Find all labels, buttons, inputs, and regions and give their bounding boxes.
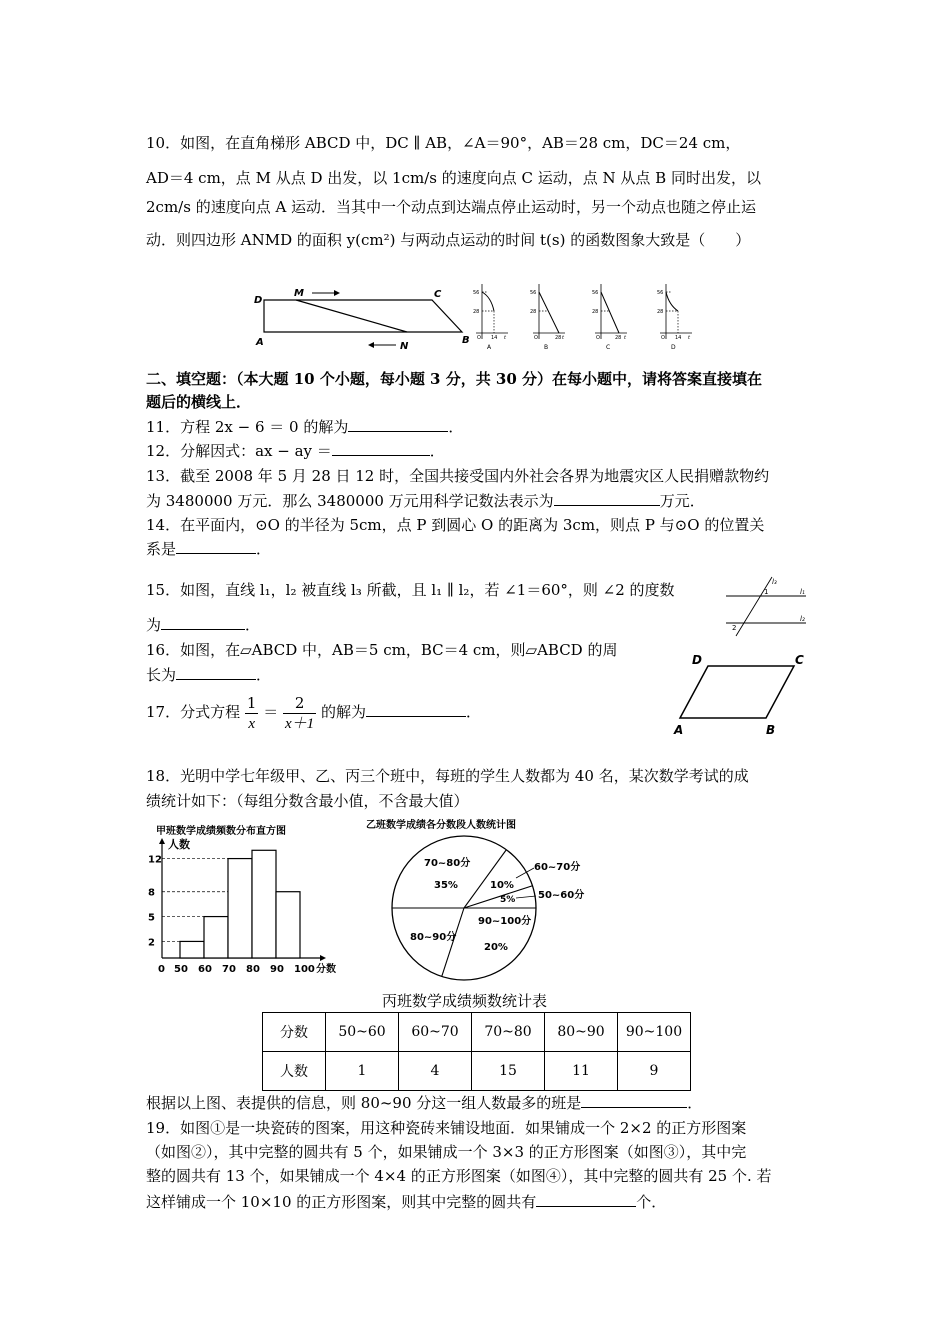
histogram-y-tick: 2 — [148, 937, 155, 949]
q18-answer-line: 根据以上图、表提供的信息，则 80~90 分这一组人数最多的班是 ． — [146, 1094, 703, 1112]
pie-label-60-70: 60~70分 — [534, 862, 581, 873]
q10-line3: 2cm/s 的速度向点 A 运动．当其中一个动点到达端点停止运动时，另一个动点也随之停止运 — [146, 198, 757, 216]
section2-heading-line2: 题后的横线上． — [146, 393, 252, 411]
q16-label-c: C — [795, 653, 804, 667]
q10-b-x: 28 — [555, 335, 562, 341]
table-header-cell: 分数 — [263, 1013, 326, 1052]
q10-line2: AD＝4 cm，点 M 从点 D 出发，以 1cm/s 的速度向点 C 运动，点 N 从点 B 同时出发，以 — [146, 169, 761, 187]
table-cell: 9 — [618, 1052, 691, 1091]
q10-a-o: O — [477, 335, 481, 341]
q10-d-t: t — [688, 335, 690, 341]
table-row — [263, 1052, 691, 1091]
q17-fraction-right — [283, 693, 316, 734]
q10-label-d: D — [254, 295, 263, 306]
q14-line2-text: 系是 — [146, 540, 177, 558]
table-cell: 1 — [326, 1052, 399, 1091]
q10-c-o: O — [596, 335, 600, 341]
table-title: 丙班数学成绩频数统计表 — [382, 992, 548, 1010]
q15-label-l2: l₂ — [800, 615, 805, 623]
histogram-x-tick: 80 — [246, 964, 260, 975]
histogram-x-tick: 70 — [222, 964, 236, 975]
table-header-cell: 90~100 — [618, 1013, 691, 1052]
q17-f2-den: x＋1 — [285, 715, 315, 732]
q18-line1: 18．光明中学七年级甲、乙、丙三个班中，每班的学生人数都为 40 名，某次数学考试的成 — [146, 767, 749, 785]
pie-pct-80-90: 20% — [484, 942, 508, 953]
pie-label-80-90: 80~90分 — [410, 932, 457, 943]
histogram-y-tick: 12 — [148, 854, 162, 866]
q10-b-label: B — [544, 344, 549, 351]
table-header-row — [263, 1013, 691, 1052]
q17-f1-den: x — [248, 715, 255, 732]
histogram-plot — [148, 837, 336, 975]
q10-b-t: t — [562, 335, 564, 341]
table-cell: 15 — [472, 1052, 545, 1091]
q17-answer-blank — [366, 702, 466, 717]
table-header-cell: 50~60 — [326, 1013, 399, 1052]
q11-text: 11．方程 2x − 6 ＝ 0 的解为 — [146, 418, 349, 436]
q11: 11．方程 2x − 6 ＝ 0 的解为 ． — [146, 418, 464, 436]
q15-label-l3: l₃ — [772, 578, 777, 586]
q17-f2-num: 2 — [283, 693, 316, 714]
histogram-bar — [276, 892, 300, 958]
q16-label-a: A — [674, 723, 684, 737]
q10-label-c: C — [434, 289, 442, 300]
q10-c-label: C — [606, 344, 611, 351]
pie-plot — [392, 836, 584, 980]
histogram-x-tick: 90 — [270, 964, 284, 975]
histogram-bar — [180, 941, 204, 958]
q10-label-a: A — [256, 337, 264, 348]
q17-fraction-left — [245, 693, 259, 734]
q10-b-y56: 56 — [530, 290, 537, 296]
q10-label-n: N — [400, 341, 409, 352]
q10-c-y28: 28 — [592, 309, 599, 315]
q16-parallelogram-figure — [672, 650, 812, 738]
q17-suffix: 的解为 — [320, 703, 366, 721]
q13-line2-end: 万元． — [659, 492, 705, 510]
q19-line3: 整的圆共有 13 个，如果铺成一个 4×4 的正方形图案（如图④），其中完整的圆共有 25 个. 若 — [146, 1167, 772, 1185]
table-cell: 4 — [399, 1052, 472, 1091]
q10-d-y56: 56 — [657, 290, 664, 296]
q10-b-o: O — [534, 335, 538, 341]
q15-line2-text: 为 — [146, 616, 162, 634]
q19-line4 — [146, 1191, 666, 1213]
q10-d-o: O — [661, 335, 665, 341]
q15-label-angle2: 2 — [732, 624, 737, 632]
q10-option-b-graph — [529, 281, 567, 353]
table-header-cell: 60~70 — [399, 1013, 472, 1052]
histogram-x-tick: 60 — [198, 964, 212, 975]
q13-line2-text: 为 3480000 万元．那么 3480000 万元用科学记数法表示为 — [146, 492, 554, 510]
q11-answer-blank — [348, 417, 448, 432]
q19-line4-text: 这样铺成一个 10×10 的正方形图案，则其中完整的圆共有 — [146, 1193, 537, 1211]
pie-label-50-60: 50~60分 — [538, 890, 585, 901]
q10-a-label: A — [487, 344, 492, 351]
q19-line4-end: 个． — [636, 1193, 667, 1211]
q10-d-label: D — [671, 344, 676, 351]
pie-pct-50-60: 5% — [500, 895, 516, 905]
q17: 17．分式方程 $\frac{1}{x}$ ＝ $\frac{2}{x+1}$ 的解为 ． — [146, 693, 481, 732]
histogram-y-tick: 8 — [148, 887, 155, 899]
q10-option-d-graph — [656, 281, 694, 353]
q13-line2 — [146, 490, 705, 512]
q10-a-t: t — [504, 335, 506, 341]
q10-line1: 10．如图，在直角梯形 ABCD 中，DC ∥ AB，∠A＝90°，AB＝28 cm，DC＝24 cm， — [146, 134, 741, 152]
histogram-y-tick: 5 — [148, 912, 155, 924]
pie-label-70-80: 70~80分 — [424, 858, 471, 869]
q19-line2: （如图②），其中完整的圆共有 5 个，如果铺成一个 3×3 的正方形图案（如图③），其中完 — [146, 1143, 747, 1161]
q19-answer-blank — [536, 1192, 636, 1207]
q15-answer-blank — [161, 615, 245, 630]
q16-answer-blank — [176, 665, 256, 680]
q16-line2: 长为 ． — [146, 666, 272, 684]
class-b-pie-chart — [366, 816, 606, 984]
histogram-y-label: 人数 — [168, 838, 190, 851]
q10-label-m: M — [294, 288, 304, 299]
class-a-histogram — [140, 820, 360, 980]
q10-c-x: 28 — [615, 335, 622, 341]
q10-a-y28: 28 — [473, 309, 480, 315]
q10-line4: 动．则四边形 ANMD 的面积 y(cm²) 与两动点运动的时间 t(s) 的函数图象大致是（ ） — [146, 231, 751, 249]
histogram-x-tick: 0 — [158, 964, 165, 975]
class-c-frequency-table — [262, 1012, 691, 1091]
q12-answer-blank — [332, 441, 430, 456]
pie-pct-70-80: 35% — [434, 880, 458, 891]
table-cell: 人数 — [263, 1052, 326, 1091]
q15-label-l1: l₁ — [800, 588, 805, 596]
q10-c-t: t — [624, 335, 626, 341]
q10-c-y56: 56 — [592, 290, 599, 296]
q14-line2: 系是 ． — [146, 540, 272, 558]
q10-a-y56: 56 — [473, 290, 480, 296]
q13-answer-blank — [554, 491, 660, 506]
q10-trapezoid-figure — [250, 283, 478, 353]
pie-pct-60-70: 10% — [490, 880, 514, 891]
q15-line2: 为 ． — [146, 616, 261, 634]
q14-answer-blank — [176, 539, 256, 554]
q18-answer-text: 根据以上图、表提供的信息，则 80~90 分这一组人数最多的班是 — [146, 1094, 582, 1112]
section2-heading-line1: 二、填空题：（本大题 10 个小题，每小题 3 分，共 30 分）在每小题中，请将答案直接填在 — [146, 370, 763, 388]
histogram-bar — [252, 850, 276, 958]
q10-d-x: 14 — [675, 335, 682, 341]
q10-option-c-graph — [591, 281, 629, 353]
q16-label-b: B — [766, 723, 776, 737]
q16-line2-text: 长为 — [146, 666, 177, 684]
q10-d-y28: 28 — [657, 309, 664, 315]
q14-line1: 14．在平面内，⊙O 的半径为 5cm，点 P 到圆心 O 的距离为 3cm，则点 P 与⊙O 的位置关 — [146, 516, 765, 534]
q16-line1: 16．如图，在▱ABCD 中，AB＝5 cm，BC＝4 cm，则▱ABCD 的周 — [146, 641, 618, 659]
histogram-title: 甲班数学成绩频数分布直方图 — [156, 826, 286, 837]
histogram-y-arrow — [159, 838, 165, 844]
q18-line2: 绩统计如下：（每组分数含最小值，不含最大值） — [146, 792, 469, 810]
q17-f1-num: 1 — [246, 693, 257, 712]
table-header-cell: 70~80 — [472, 1013, 545, 1052]
q15-line1: 15．如图，直线 l₁，l₂ 被直线 l₃ 所截，且 l₁ ∥ l₂，若 ∠1＝60°，则 ∠2 的度数 — [146, 581, 675, 599]
histogram-x-tick: 100 — [294, 964, 315, 975]
q13-line1: 13．截至 2008 年 5 月 28 日 12 时，全国共接受国内外社会各界为地震灾区人民捐赠款物约 — [146, 467, 770, 485]
q12: 12．分解因式：ax − ay ＝ ． — [146, 442, 445, 460]
q18-answer-blank — [581, 1093, 687, 1108]
histogram-x-label: 分数 — [316, 964, 336, 975]
table-cell: 11 — [545, 1052, 618, 1091]
q17-equals: ＝ — [263, 703, 279, 721]
q10-a-x: 14 — [491, 335, 498, 341]
q12-text: 12．分解因式：ax − ay ＝ — [146, 442, 332, 460]
q10-option-a-graph — [472, 281, 510, 353]
q17-prefix: 17．分式方程 — [146, 703, 241, 721]
histogram-x-tick: 50 — [174, 964, 188, 975]
q16-label-d: D — [692, 653, 702, 667]
histogram-x-arrow — [320, 955, 326, 961]
q15-parallel-lines-figure — [722, 574, 808, 638]
histogram-bar — [204, 917, 228, 958]
pie-title: 乙班数学成绩各分数段人数统计图 — [366, 820, 516, 831]
histogram-bar — [228, 859, 252, 958]
q10-b-y28: 28 — [530, 309, 537, 315]
q15-label-angle1: 1 — [764, 588, 769, 596]
table-header-cell: 80~90 — [545, 1013, 618, 1052]
pie-label-90-100: 90~100分 — [478, 916, 532, 927]
q19-line1: 19．如图①是一块瓷砖的图案，用这种瓷砖来铺设地面．如果铺成一个 2×2 的正方形图案 — [146, 1119, 747, 1137]
q10-label-b: B — [462, 335, 470, 346]
